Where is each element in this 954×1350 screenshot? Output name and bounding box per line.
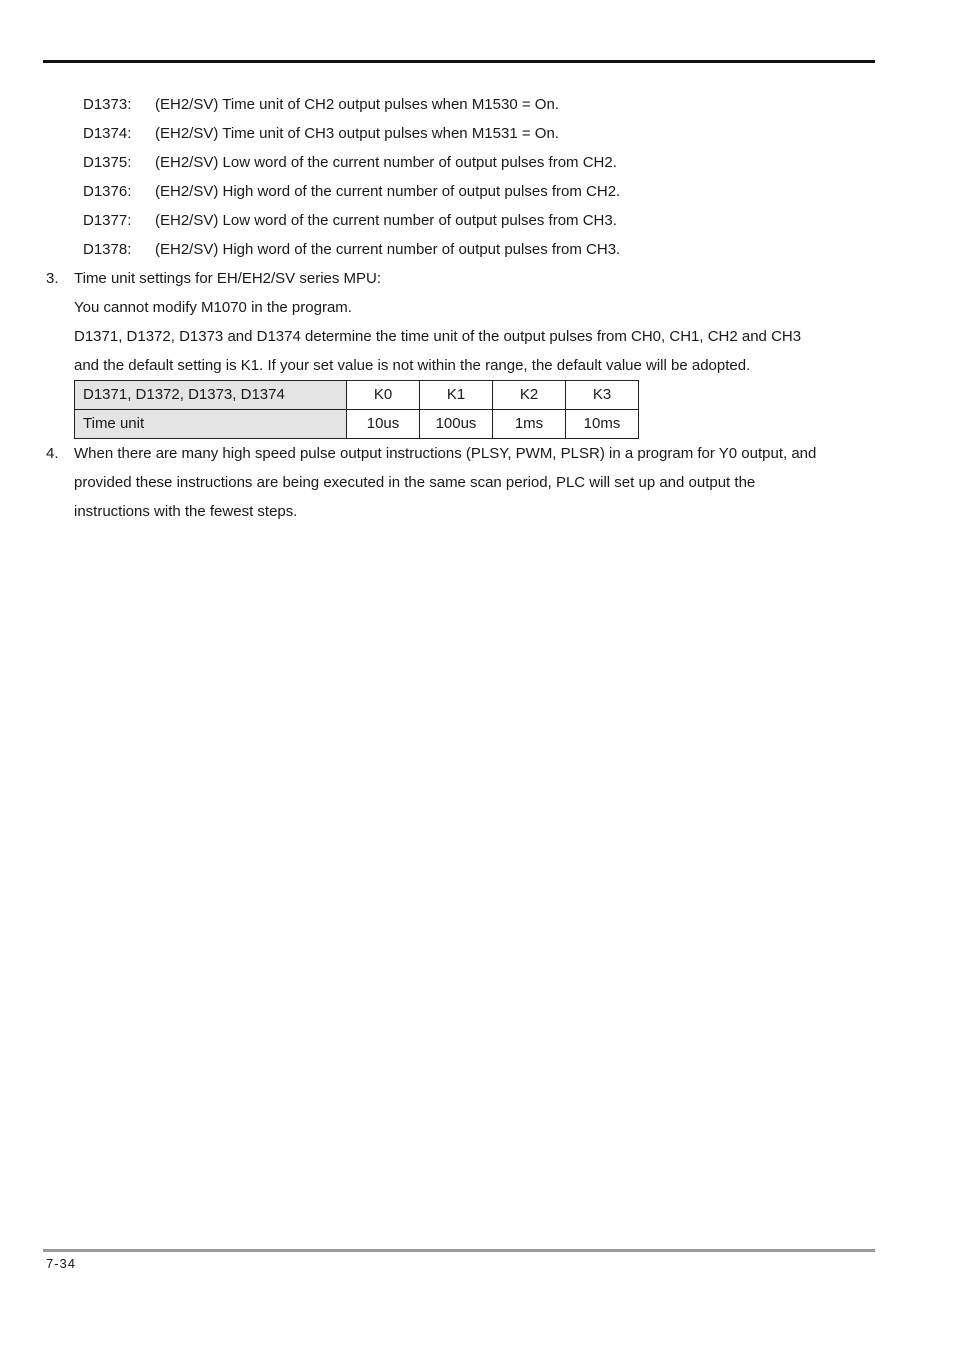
table-cell: 1ms: [493, 410, 566, 439]
register-row: [83, 148, 617, 177]
table-cell: K3: [566, 381, 639, 410]
register-code: D1376:: [83, 183, 132, 200]
register-description: (EH2/SV) Time unit of CH3 output pulses when M1531 = On.: [155, 125, 559, 142]
register-description: (EH2/SV) High word of the current number of output pulses from CH2.: [155, 183, 621, 200]
register-row: [83, 206, 617, 235]
table-cell: K1: [420, 381, 493, 410]
paragraph-line: and the default setting is K1. If your set value is not within the range, the default value will be adopted.: [74, 357, 751, 374]
register-code: D1374:: [83, 125, 132, 142]
table-header-cell: D1371, D1372, D1373, D1374: [75, 381, 347, 410]
item-number: 4.: [46, 445, 59, 462]
register-code: D1377:: [83, 212, 132, 229]
register-row: [83, 177, 620, 206]
paragraph-line: When there are many high speed pulse output instructions (PLSY, PWM, PLSR) in a program for Y0 output, and: [74, 445, 817, 462]
register-row: [83, 119, 559, 148]
table-cell: 10us: [347, 410, 420, 439]
paragraph-line: You cannot modify M1070 in the program.: [74, 299, 352, 316]
register-description: (EH2/SV) High word of the current number of output pulses from CH3.: [155, 241, 621, 258]
register-row: [83, 90, 559, 119]
paragraph-line: D1371, D1372, D1373 and D1374 determine the time unit of the output pulses from CH0, CH1, CH2 and CH3: [74, 328, 802, 345]
table-header-cell: Time unit: [75, 410, 347, 439]
table-cell: 10ms: [566, 410, 639, 439]
page-number: 7-34: [46, 1256, 77, 1271]
table-cell: 100us: [420, 410, 493, 439]
paragraph-line: instructions with the fewest steps.: [74, 503, 298, 520]
table-row: [75, 410, 639, 439]
register-description: (EH2/SV) Low word of the current number of output pulses from CH3.: [155, 212, 617, 229]
register-row: [83, 235, 620, 264]
register-code: D1378:: [83, 241, 132, 258]
footer-rule: [43, 1249, 875, 1252]
table-cell: K0: [347, 381, 420, 410]
header-rule: [43, 60, 875, 63]
paragraph-line: provided these instructions are being executed in the same scan period, PLC will set up and output the: [74, 474, 756, 491]
item-number: 3.: [46, 270, 59, 287]
register-code: D1375:: [83, 154, 132, 171]
item-title: Time unit settings for EH/EH2/SV series MPU:: [74, 270, 382, 287]
time-unit-table: [74, 380, 639, 439]
table-row: [75, 381, 639, 410]
register-description: (EH2/SV) Low word of the current number of output pulses from CH2.: [155, 154, 617, 171]
table-cell: K2: [493, 381, 566, 410]
register-code: D1373:: [83, 96, 132, 113]
register-description: (EH2/SV) Time unit of CH2 output pulses when M1530 = On.: [155, 96, 559, 113]
